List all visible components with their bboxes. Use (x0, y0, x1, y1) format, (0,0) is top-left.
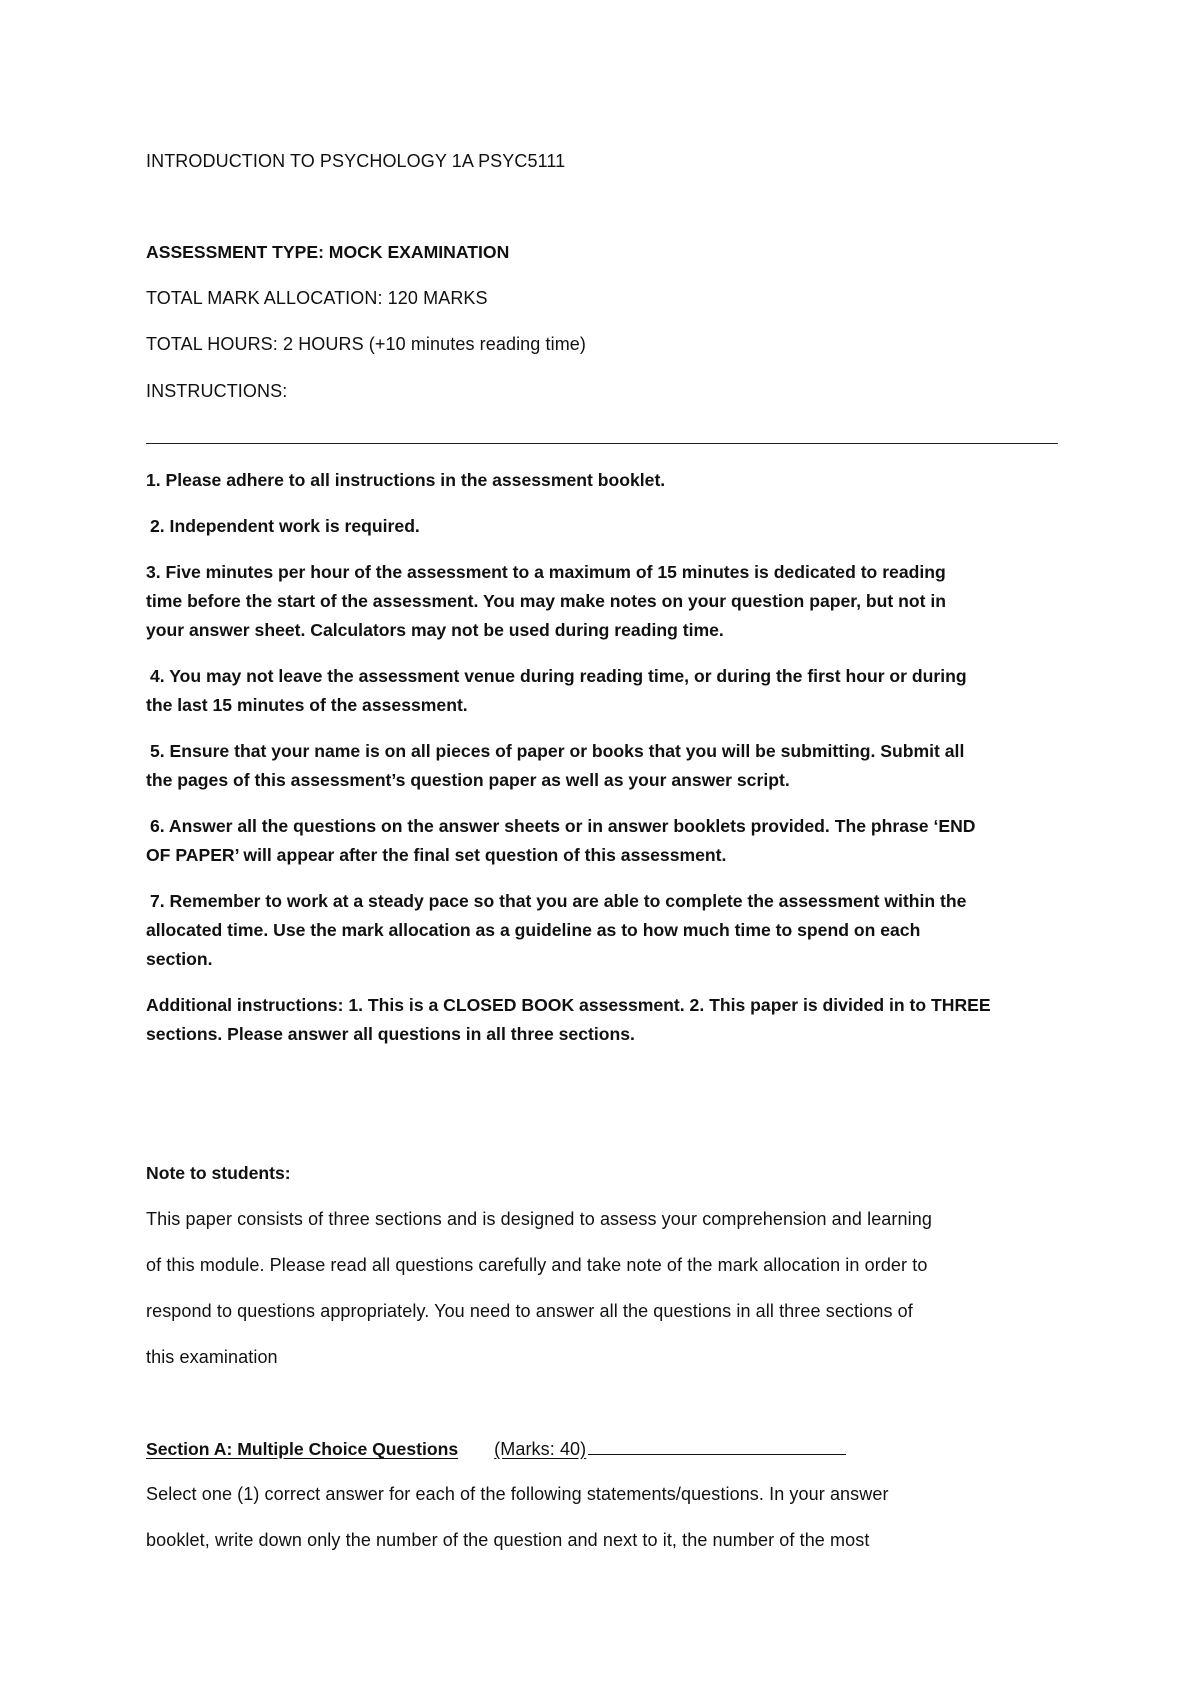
note-line-2: of this module. Please read all questions carefully and take note of the mark allocation in order to (146, 1255, 928, 1275)
note-heading: Note to students: (146, 1163, 291, 1183)
total-marks: TOTAL MARK ALLOCATION: 120 MARKS (146, 288, 488, 308)
note-line-4: this examination (146, 1347, 278, 1367)
instruction-7-line-1: 7. Remember to work at a steady pace so that you are able to complete the assessment within the (150, 891, 967, 911)
additional-instructions-line-1: Additional instructions: 1. This is a CLOSED BOOK assessment. 2. This paper is divided in to THREE (146, 995, 991, 1015)
instruction-6-line-1: 6. Answer all the questions on the answer sheets or in answer booklets provided. The phrase ‘END (150, 816, 976, 836)
additional-instructions-line-2: sections. Please answer all questions in all three sections. (146, 1024, 635, 1044)
heading-underline-fill (588, 1436, 846, 1455)
section-a-heading (146, 1436, 846, 1460)
instructions-label: INSTRUCTIONS: (146, 381, 288, 401)
note-line-3: respond to questions appropriately. You need to answer all the questions in all three sections of (146, 1301, 913, 1321)
note-line-1: This paper consists of three sections and is designed to assess your comprehension and learning (146, 1209, 932, 1229)
instruction-3-line-2: time before the start of the assessment. You may make notes on your question paper, but not in (146, 591, 947, 611)
instruction-2: 2. Independent work is required. (150, 516, 420, 536)
horizontal-divider (146, 443, 1058, 444)
section-a-line-2: booklet, write down only the number of the question and next to it, the number of the most (146, 1530, 870, 1550)
assessment-type: ASSESSMENT TYPE: MOCK EXAMINATION (146, 242, 510, 262)
instruction-3-line-1: 3. Five minutes per hour of the assessment to a maximum of 15 minutes is dedicated to reading (146, 562, 946, 582)
instruction-7-line-2: allocated time. Use the mark allocation as a guideline as to how much time to spend on each (146, 920, 921, 940)
course-title: INTRODUCTION TO PSYCHOLOGY 1A PSYC5111 (146, 151, 566, 171)
instruction-5-line-2: the pages of this assessment’s question paper as well as your answer script. (146, 770, 790, 790)
instruction-7-line-3: section. (146, 949, 213, 969)
instruction-1: 1. Please adhere to all instructions in the assessment booklet. (146, 470, 666, 490)
section-a-line-1: Select one (1) correct answer for each of the following statements/questions. In your answer (146, 1484, 889, 1504)
instruction-4-line-1: 4. You may not leave the assessment venue during reading time, or during the first hour or during (150, 666, 967, 686)
section-a-marks: (Marks: 40) (494, 1439, 587, 1459)
instruction-4-line-2: the last 15 minutes of the assessment. (146, 695, 468, 715)
total-hours: TOTAL HOURS: 2 HOURS (+10 minutes reading time) (146, 334, 587, 354)
instruction-6-line-2: OF PAPER’ will appear after the final set question of this assessment. (146, 845, 727, 865)
instruction-5-line-1: 5. Ensure that your name is on all pieces of paper or books that you will be submitting. Submit all (150, 741, 965, 761)
section-a-title: Section A: Multiple Choice Questions (146, 1439, 459, 1459)
instruction-3-line-3: your answer sheet. Calculators may not be used during reading time. (146, 620, 724, 640)
